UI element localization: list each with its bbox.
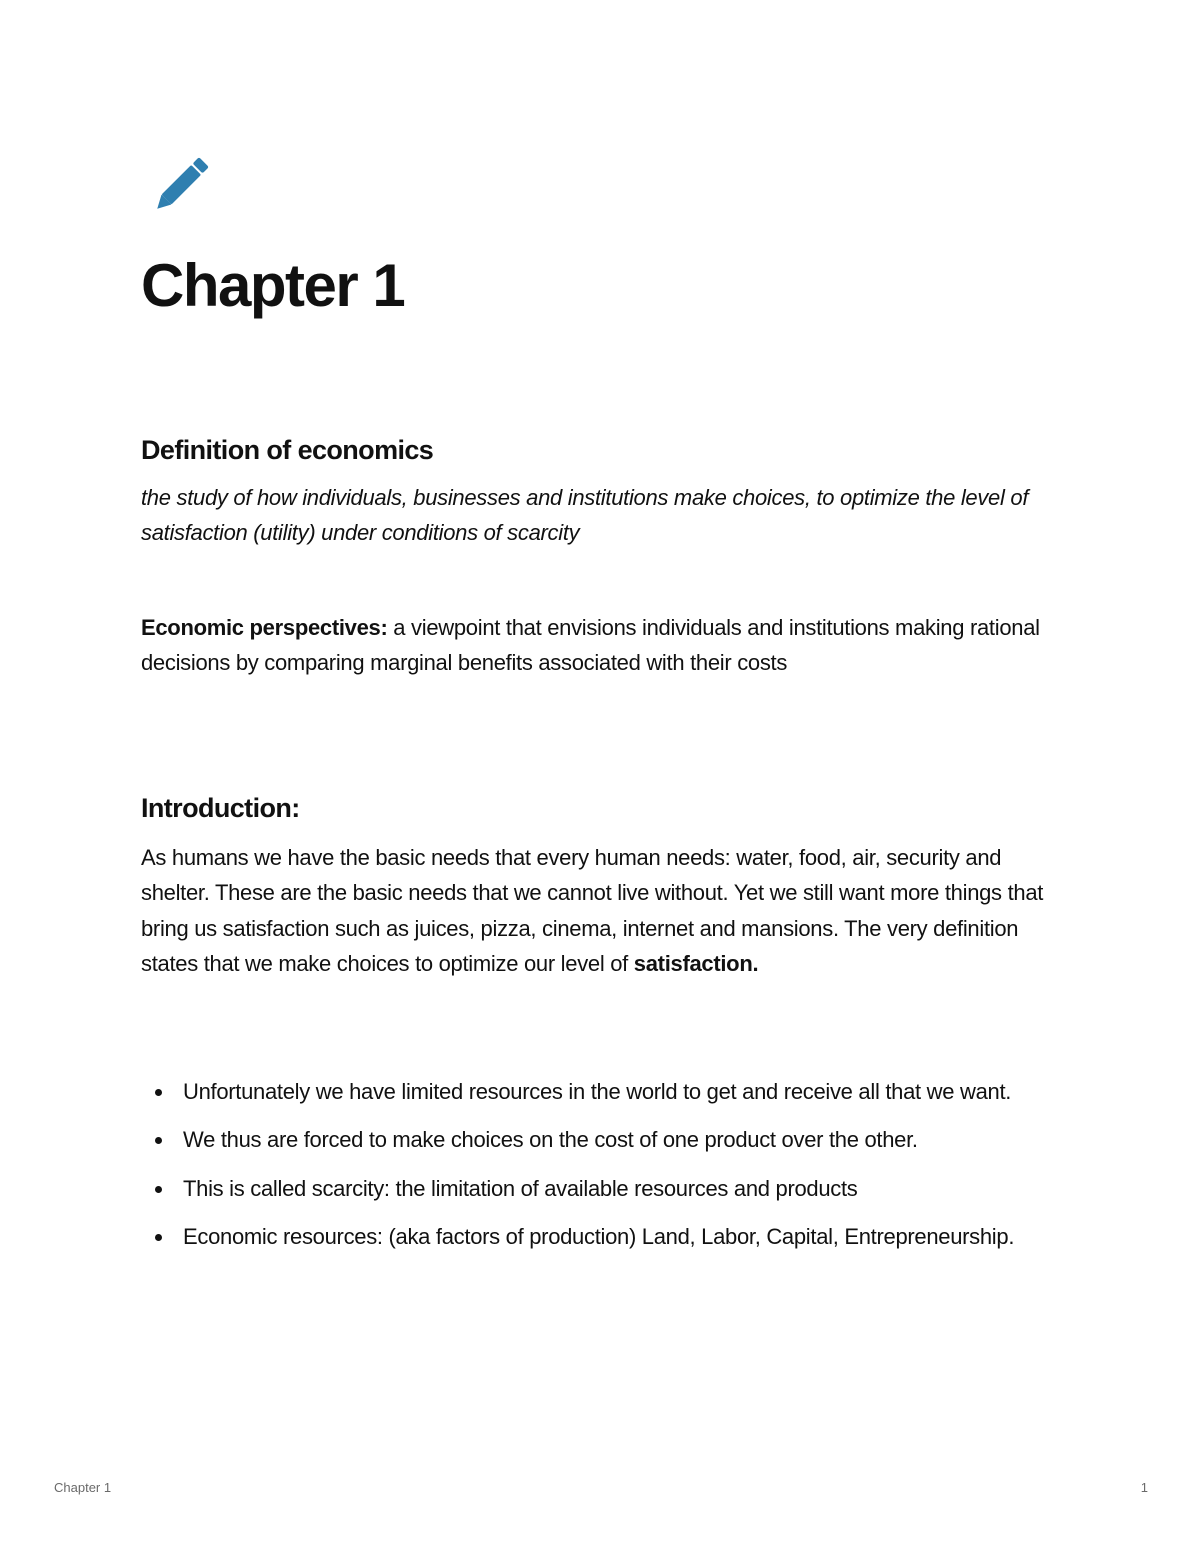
- list-item-text: We thus are forced to make choices on the cost of one product over the other.: [183, 1127, 918, 1153]
- introduction-paragraph: [141, 840, 1061, 981]
- bullet-dot: [155, 1234, 162, 1241]
- introduction-heading: Introduction:: [141, 793, 300, 823]
- page-number: 1: [1140, 1480, 1148, 1495]
- page-title: Chapter 1: [141, 252, 405, 319]
- perspectives-paragraph: [141, 610, 1061, 681]
- bullet-dot: [155, 1137, 162, 1144]
- pencil-icon: [146, 150, 218, 218]
- list-item: [141, 1122, 1071, 1157]
- list-item-text: Unfortunately we have limited resources in the world to get and receive all that we want.: [183, 1079, 1012, 1104]
- list-item-text: Economic resources: (aka factors of production) Land, Labor, Capital, Entrepreneurship.: [183, 1223, 1015, 1249]
- footer-title: Chapter 1: [54, 1480, 112, 1495]
- perspectives-text: a viewpoint that envisions individuals and institutions making rational decisions by comparing marginal benefits associated with their costs: [141, 615, 1040, 676]
- definition-text: the study of how individuals, businesses and institutions make choices, to optimize the level of satisfaction (utility) under conditions of scarcity: [141, 485, 1029, 546]
- bullet-dot: [155, 1089, 162, 1096]
- definition-heading: Definition of economics: [141, 435, 434, 465]
- bullet-dot: [155, 1186, 162, 1193]
- introduction-emphasis: satisfaction.: [633, 950, 759, 976]
- list-item: [141, 1171, 1071, 1206]
- list-item: [141, 1074, 1071, 1109]
- list-item-text: This is called scarcity: the limitation of available resources and products: [183, 1175, 858, 1201]
- list-item: [141, 1219, 1071, 1254]
- perspectives-term: Economic perspectives:: [141, 615, 388, 640]
- introduction-text: As humans we have the basic needs that every human needs: water, food, air, security and shelter. These are the basic needs that we cannot live without. Yet we still want more things that bring us satisfaction such as juices, pizza, cinema, internet and mansions. The very definition states that we make choices to optimize our level of: [141, 845, 1044, 976]
- bullet-list: [141, 1074, 1071, 1267]
